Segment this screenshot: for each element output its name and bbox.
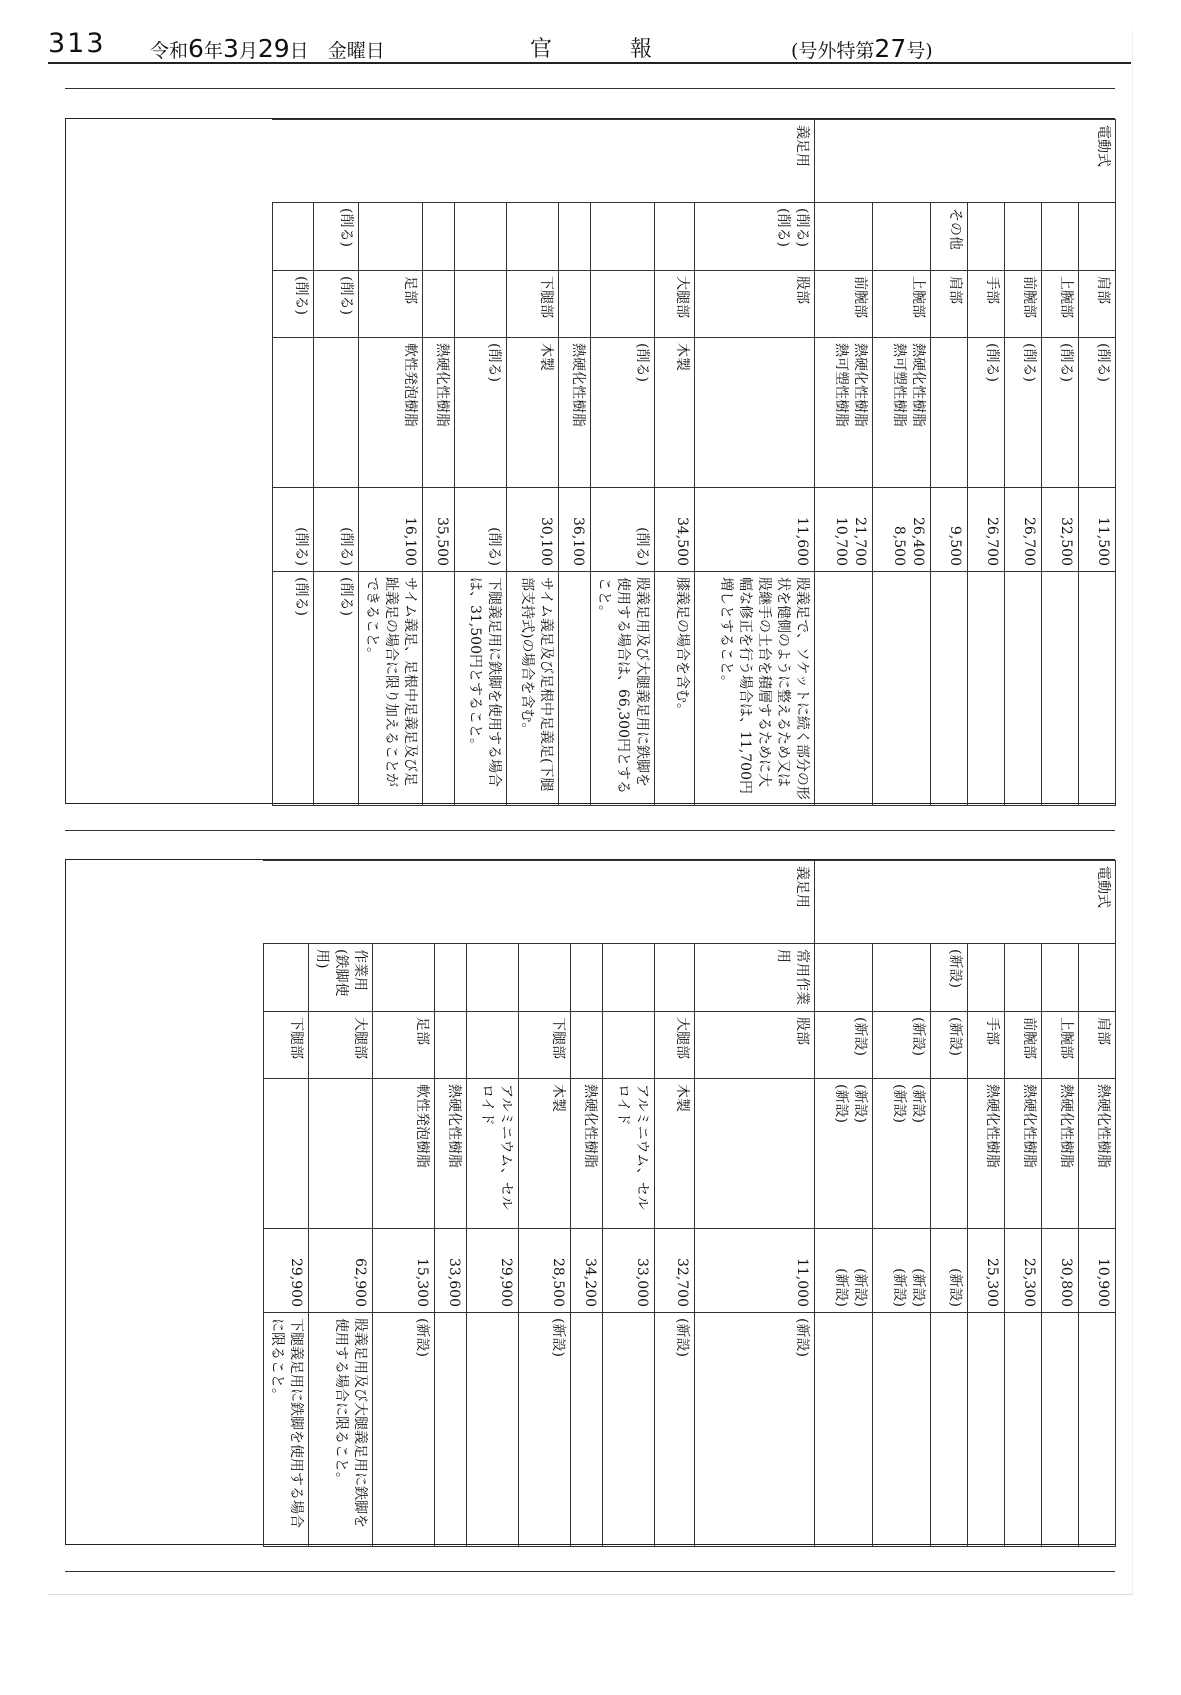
part-cell: 前腕部 <box>815 271 873 338</box>
category-cell <box>873 120 931 203</box>
day: 29 <box>257 34 290 63</box>
sub-category-cell: (削る) (削る) <box>695 203 815 271</box>
note-cell: 下腿義足用に鉄脚を使用する場合に限ること。 <box>264 1313 309 1547</box>
category-cell <box>931 120 968 203</box>
month-suffix: 月 <box>238 40 258 62</box>
price-cell: (削る) <box>273 488 314 572</box>
note-cell <box>1005 572 1042 806</box>
material-cell <box>314 338 359 488</box>
table-row <box>423 120 455 806</box>
sub-category-cell <box>873 944 931 1012</box>
material-cell: (削る) <box>1005 338 1042 488</box>
sub-category-cell <box>1042 944 1079 1012</box>
table-row <box>309 861 373 1547</box>
material-cell <box>695 1079 815 1229</box>
price-cell: 29,900 <box>467 1229 519 1313</box>
part-cell: 上腕部 <box>1042 1012 1079 1079</box>
price-cell: (新設) (新設) <box>815 1229 873 1313</box>
category-cell <box>507 120 559 203</box>
note-cell: 股義足用及び大腿義足用に鉄脚を使用する場合は、66,300円とすること。 <box>591 572 655 806</box>
category-cell <box>309 861 373 944</box>
category-cell <box>968 120 1005 203</box>
material-cell <box>695 338 815 488</box>
lower-table <box>263 860 1116 1547</box>
price-cell: 34,500 <box>655 488 695 572</box>
price-cell: (削る) <box>314 488 359 572</box>
table-row <box>1042 120 1079 806</box>
sub-category-cell <box>507 203 559 271</box>
material-cell: アルミニウム、セルロイド <box>603 1079 655 1229</box>
material-2: 熱可塑性樹脂 <box>833 343 849 427</box>
note-cell <box>931 1313 968 1547</box>
category-cell <box>931 861 968 944</box>
sub-category-cell: 常用作業用 <box>695 944 815 1012</box>
material-cell: 熱硬化性樹脂 <box>559 338 591 488</box>
table-row <box>264 861 309 1547</box>
note-cell: 下腿義足用に鉄脚を使用する場合は、31,500円とすること。 <box>455 572 507 806</box>
sub-category-cell <box>873 203 931 271</box>
table-row <box>519 861 571 1547</box>
table-row <box>435 861 467 1547</box>
material-cell: 軟性発泡樹脂 <box>373 1079 435 1229</box>
table-row <box>314 120 359 806</box>
sub-category-cell <box>571 944 603 1012</box>
table-row <box>968 120 1005 806</box>
table-row <box>591 120 655 806</box>
note-cell <box>1079 572 1116 806</box>
material-cell: (削る) <box>1079 338 1116 488</box>
table-row <box>655 120 695 806</box>
material-cell: 熱硬化性樹脂 <box>571 1079 603 1229</box>
category-cell <box>1042 120 1079 203</box>
part-cell: (削る) <box>273 271 314 338</box>
price-cell: 25,300 <box>1005 1229 1042 1313</box>
material-cell <box>931 1079 968 1229</box>
part-cell <box>571 1012 603 1079</box>
part-cell: 手部 <box>968 271 1005 338</box>
table-row <box>1079 120 1116 806</box>
material-cell: 軟性発泡樹脂 <box>359 338 423 488</box>
sub-category-cell <box>467 944 519 1012</box>
sub-category-cell <box>373 944 435 1012</box>
table-row <box>273 120 314 806</box>
note-cell <box>571 1313 603 1547</box>
upper-table <box>272 119 1116 806</box>
sub-category-cell: その他 <box>931 203 968 271</box>
category-cell <box>1005 120 1042 203</box>
gazette-title-1: 官 <box>530 37 553 62</box>
category-cell <box>655 120 695 203</box>
price-cell: (新設) (新設) <box>873 1229 931 1313</box>
sub-category-cell <box>1042 203 1079 271</box>
note-cell <box>873 572 931 806</box>
lower-table-frame <box>65 859 1115 1545</box>
material-cell <box>309 1079 373 1229</box>
table-row <box>815 120 873 806</box>
part-cell: 手部 <box>968 1012 1005 1079</box>
table-row <box>873 120 931 806</box>
note-cell: (削る) <box>273 572 314 806</box>
material-cell <box>273 338 314 488</box>
price-2: 8,500 <box>891 525 907 566</box>
table-row <box>931 861 968 1547</box>
material-2: (新設) <box>891 1084 907 1123</box>
note-cell: サイム義足、足根中足義足及び足趾義足の場合に限り加えることができること。 <box>359 572 423 806</box>
gazette-title-2: 報 <box>630 37 653 62</box>
price-2: (新設) <box>833 1268 849 1307</box>
material-cell: 熱硬化性樹脂 熱可塑性樹脂 <box>873 338 931 488</box>
issue-suffix: 号) <box>906 40 933 62</box>
gazette-header <box>48 28 1131 64</box>
category-cell <box>423 120 455 203</box>
price-cell: 34,200 <box>571 1229 603 1313</box>
price-cell: 11,500 <box>1079 488 1116 572</box>
part-cell: 大腿部 <box>655 1012 695 1079</box>
price-cell: 33,600 <box>435 1229 467 1313</box>
material-cell: 熱硬化性樹脂 <box>435 1079 467 1229</box>
table-row <box>373 861 435 1547</box>
note-cell <box>873 1313 931 1547</box>
month: 3 <box>222 34 239 63</box>
category-cell <box>968 861 1005 944</box>
sub-category-cell <box>359 203 423 271</box>
category-cell <box>591 120 655 203</box>
price-cell: 10,900 <box>1079 1229 1116 1313</box>
part-cell: (新設) <box>931 1012 968 1079</box>
sub-category-cell <box>559 203 591 271</box>
material-cell: (削る) <box>455 338 507 488</box>
category-cell: 電動式 <box>1079 861 1116 944</box>
price-cell: 11,600 <box>695 488 815 572</box>
note-cell: 膝義足の場合を含む。 <box>655 572 695 806</box>
sub-category-cell <box>591 203 655 271</box>
table-row <box>1042 861 1079 1547</box>
price-cell: 33,000 <box>603 1229 655 1313</box>
table-row <box>467 861 519 1547</box>
day-suffix: 日 <box>289 40 309 62</box>
material-cell: 木製 <box>655 1079 695 1229</box>
sub-category-cell <box>1079 203 1116 271</box>
note-cell <box>603 1313 655 1547</box>
part-cell: 下腿部 <box>507 271 559 338</box>
material-cell: 熱硬化性樹脂 <box>968 1079 1005 1229</box>
part-cell: 大腿部 <box>655 271 695 338</box>
category-cell: 電動式 <box>1079 120 1116 203</box>
table-row <box>695 120 815 806</box>
category-cell <box>571 861 603 944</box>
note-cell <box>423 572 455 806</box>
note-cell <box>815 1313 873 1547</box>
price-cell: 28,500 <box>519 1229 571 1313</box>
note-cell <box>559 572 591 806</box>
part-cell <box>467 1012 519 1079</box>
note-cell <box>815 572 873 806</box>
part-cell <box>455 271 507 338</box>
category-cell <box>1042 861 1079 944</box>
sub-category-cell <box>655 203 695 271</box>
price-cell: (新設) <box>931 1229 968 1313</box>
sub-category-cell <box>815 203 873 271</box>
sub-category-cell <box>423 203 455 271</box>
material-cell: 木製 <box>507 338 559 488</box>
note-cell: サイム義足及び足根中足義足(下腿部支持式)の場合を含む。 <box>507 572 559 806</box>
note-cell <box>931 572 968 806</box>
material-cell: (削る) <box>1042 338 1079 488</box>
material-cell: 熱硬化性樹脂 熱可塑性樹脂 <box>815 338 873 488</box>
category-cell <box>815 861 873 944</box>
part-cell: (新設) <box>815 1012 873 1079</box>
issue-no: 27 <box>874 34 907 63</box>
material-cell: (削る) <box>968 338 1005 488</box>
note-cell <box>1042 572 1079 806</box>
sub-category-cell <box>1005 203 1042 271</box>
part-cell: 前腕部 <box>1005 1012 1042 1079</box>
note-cell <box>968 572 1005 806</box>
sub-category-cell <box>1005 944 1042 1012</box>
part-cell: 股部 <box>695 1012 815 1079</box>
sub-category-cell: (新設) <box>931 944 968 1012</box>
category-cell <box>873 861 931 944</box>
price-cell: 26,700 <box>1005 488 1042 572</box>
material-cell: アルミニウム、セルロイド <box>467 1079 519 1229</box>
table-row <box>655 861 695 1547</box>
part-cell: 上腕部 <box>1042 271 1079 338</box>
material-cell: 木製 <box>655 338 695 488</box>
upper-table-rotated <box>272 119 1116 806</box>
note-cell <box>1005 1313 1042 1547</box>
table-row <box>931 120 968 806</box>
weekday: 金曜日 <box>327 40 385 62</box>
price-cell: 32,500 <box>1042 488 1079 572</box>
note-cell <box>435 1313 467 1547</box>
part-cell: 上腕部 <box>873 271 931 338</box>
table-row <box>559 120 591 806</box>
sub-category-cell <box>273 203 314 271</box>
category-cell <box>603 861 655 944</box>
price-cell: 36,100 <box>559 488 591 572</box>
part-cell: 足部 <box>359 271 423 338</box>
note-cell: (新設) <box>373 1313 435 1547</box>
price-cell: 62,900 <box>309 1229 373 1313</box>
sub-category-cell: (削る) <box>314 203 359 271</box>
table-row <box>359 120 423 806</box>
category-cell: 義足用 <box>695 120 815 203</box>
part-cell: 肩部 <box>1079 271 1116 338</box>
category-cell <box>435 861 467 944</box>
sub-category-cell <box>603 944 655 1012</box>
table-row <box>1005 861 1042 1547</box>
price-cell: 30,100 <box>507 488 559 572</box>
category-cell <box>815 120 873 203</box>
part-cell: (削る) <box>314 271 359 338</box>
part-cell: 肩部 <box>931 271 968 338</box>
table-row <box>968 861 1005 1547</box>
sub-category-cell: 作業用(鉄脚使用) <box>309 944 373 1012</box>
part-cell <box>435 1012 467 1079</box>
part-cell: 下腿部 <box>264 1012 309 1079</box>
note-cell: (削る) <box>314 572 359 806</box>
material-cell: (削る) <box>591 338 655 488</box>
price-cell: 29,900 <box>264 1229 309 1313</box>
price-cell: 26,700 <box>968 488 1005 572</box>
table-row <box>695 861 815 1547</box>
price-cell: 30,800 <box>1042 1229 1079 1313</box>
part-cell: 下腿部 <box>519 1012 571 1079</box>
material-cell: 熱硬化性樹脂 <box>1042 1079 1079 1229</box>
price-cell: 15,300 <box>373 1229 435 1313</box>
part-cell: (新設) <box>873 1012 931 1079</box>
part-cell: 股部 <box>695 271 815 338</box>
issue-prefix: (号外特第 <box>791 40 875 62</box>
page-number: 313 <box>48 28 106 59</box>
material-cell: 木製 <box>519 1079 571 1229</box>
category-cell <box>359 120 423 203</box>
category-cell <box>273 120 314 203</box>
material-cell: 熱硬化性樹脂 <box>1079 1079 1116 1229</box>
category-cell <box>467 861 519 944</box>
price-cell: (削る) <box>455 488 507 572</box>
material-cell: 熱硬化性樹脂 <box>1005 1079 1042 1229</box>
part-cell: 大腿部 <box>309 1012 373 1079</box>
table-row <box>1005 120 1042 806</box>
table-row <box>1079 861 1116 1547</box>
issue-date <box>150 34 385 63</box>
material-cell <box>264 1079 309 1229</box>
lower-table-rotated <box>263 860 1116 1547</box>
table-row <box>603 861 655 1547</box>
era: 令和 <box>150 40 189 62</box>
sub-category-cell <box>455 203 507 271</box>
upper-table-frame <box>65 118 1115 804</box>
note-cell: 股義足で、ソケットに続く部分の形状を健側のように整えるため又は股継手の土台を積層するために大幅な修正を行う場合は、11,700円増しとすること。 <box>695 572 815 806</box>
price-cell: 32,700 <box>655 1229 695 1313</box>
part-cell <box>591 271 655 338</box>
divider <box>65 88 1115 89</box>
sub-category-cell <box>264 944 309 1012</box>
category-cell <box>373 861 435 944</box>
price-cell: 26,400 8,500 <box>873 488 931 572</box>
part-cell: 肩部 <box>1079 1012 1116 1079</box>
category-cell <box>264 861 309 944</box>
divider <box>65 1571 1115 1572</box>
category-cell <box>559 120 591 203</box>
category-cell <box>1005 861 1042 944</box>
year-suffix: 年 <box>203 40 223 62</box>
note-cell <box>1042 1313 1079 1547</box>
category-cell <box>655 861 695 944</box>
sub-category-cell <box>968 203 1005 271</box>
price-cell: 9,500 <box>931 488 968 572</box>
divider <box>65 830 1115 831</box>
part-cell <box>423 271 455 338</box>
part-cell <box>603 1012 655 1079</box>
note-cell <box>968 1313 1005 1547</box>
category-cell <box>314 120 359 203</box>
category-cell <box>519 861 571 944</box>
price-2: 10,700 <box>833 517 849 566</box>
sub-category-cell <box>1079 944 1116 1012</box>
material-cell: (新設) (新設) <box>815 1079 873 1229</box>
table-row <box>815 861 873 1547</box>
material-2: 熱可塑性樹脂 <box>891 343 907 427</box>
price-cell: 25,300 <box>968 1229 1005 1313</box>
category-cell: 義足用 <box>695 861 815 944</box>
sub-category-cell <box>519 944 571 1012</box>
note-cell <box>467 1313 519 1547</box>
note-cell <box>1079 1313 1116 1547</box>
year: 6 <box>188 34 204 63</box>
note-cell: (新設) <box>695 1313 815 1547</box>
table-row <box>455 120 507 806</box>
part-cell: 足部 <box>373 1012 435 1079</box>
sub-category-cell <box>968 944 1005 1012</box>
table-row <box>507 120 559 806</box>
sub-category-cell <box>655 944 695 1012</box>
table-row <box>873 861 931 1547</box>
sub-category-cell <box>435 944 467 1012</box>
sub-category-2: (削る) <box>775 208 791 247</box>
note-cell: (新設) <box>655 1313 695 1547</box>
part-cell: 前腕部 <box>1005 271 1042 338</box>
price-cell: 35,500 <box>423 488 455 572</box>
sub-category-cell <box>815 944 873 1012</box>
price-2: (新設) <box>891 1268 907 1307</box>
price-cell: (削る) <box>591 488 655 572</box>
note-cell: (新設) <box>519 1313 571 1547</box>
note-cell: 股義足用及び大腿義足用に鉄脚を使用する場合に限ること。 <box>309 1313 373 1547</box>
price-cell: 16,100 <box>359 488 423 572</box>
price-cell: 21,700 10,700 <box>815 488 873 572</box>
price-cell: 11,000 <box>695 1229 815 1313</box>
part-cell <box>559 271 591 338</box>
issue-number <box>791 34 933 63</box>
table-row <box>571 861 603 1547</box>
material-cell <box>931 338 968 488</box>
material-cell: 熱硬化性樹脂 <box>423 338 455 488</box>
material-cell: (新設) (新設) <box>873 1079 931 1229</box>
material-2: (新設) <box>833 1084 849 1123</box>
category-cell <box>455 120 507 203</box>
